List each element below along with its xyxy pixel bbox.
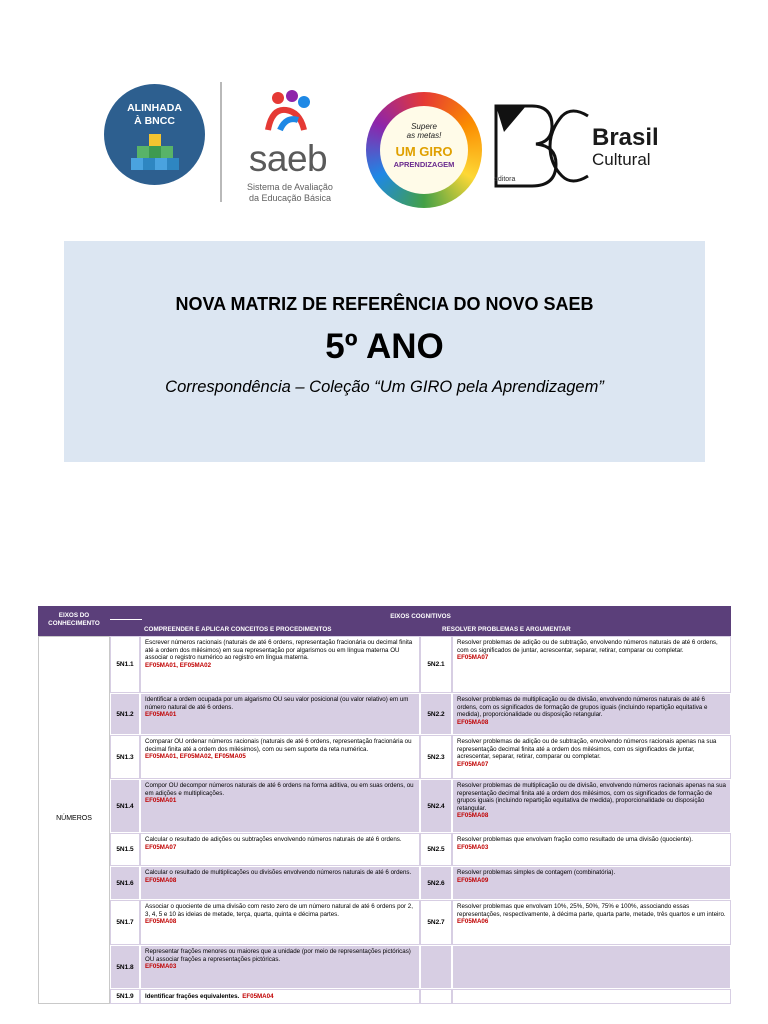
descriptor-desc: Resolver problemas de multiplicação ou de divisão, envolvendo números racionais apenas na sua representação decimal finita até a ordem dos milésimos, com os significados de formação de grupos iguais (incluindo repartição equitativa de medida), proporcionalidade ou disposição retangular. [457,782,726,812]
descriptor-text [140,636,420,693]
habilidade-code: EF05MA01 [145,711,177,719]
descriptor-desc: Escrever números racionais (naturais de até 6 ordens, representação fracionária ou decimal finita até a ordem dos milésimos) em sua representação por algarismos ou em língua materna OU associar o registro numérico ao registro em língua materna. [145,639,413,662]
descriptor-text [452,900,731,945]
habilidade-code: EF05MA08 [457,812,489,820]
table-row [110,693,731,735]
descriptor-desc: Identificar frações equivalentes. [145,992,240,1000]
descriptor-text [452,693,731,735]
grade-title: 5º ANO [325,327,444,366]
descriptor-code: 5N1.6 [110,866,140,900]
header-cognitivos: EIXOS COGNITIVOS [390,613,451,620]
habilidade-code: EF05MA08 [145,876,177,884]
descriptor-text [452,866,731,900]
descriptor-code: 5N2.6 [420,866,452,900]
descriptor-text [140,866,420,900]
descriptor-desc: Comparar OU ordenar números racionais (naturais de até 6 ordens, representação fracionária ou decimal finita até a ordem dos milésimos), com ou sem suporte da reta numérica. [145,738,412,753]
bc-editora: editora [494,176,516,183]
descriptor-text [452,945,731,989]
giro-brand: UM GIRO [395,144,453,159]
descriptor-code: 5N1.3 [110,735,140,779]
axis-cell [38,636,110,1004]
descriptor-code: 5N2.7 [420,900,452,945]
habilidade-code: EF05MA07 [457,654,489,662]
saeb-sub2: da Educação Básica [248,193,332,203]
descriptor-desc: Representar frações menores ou maiores que a unidade (por meio de representações pictóricas) OU associar frações a representações pictóricas. [145,948,411,963]
descriptor-code: 5N1.1 [110,636,140,693]
habilidade-code: EF05MA08 [145,918,177,926]
table-header [38,606,731,636]
table-row [110,735,731,779]
descriptor-code: 5N2.1 [420,636,452,693]
descriptor-text [452,989,731,1004]
cubes-icon [129,132,181,172]
habilidade-code: EF05MA08 [457,718,489,726]
bncc-logo [104,84,205,185]
descriptor-code: 5N1.8 [110,945,140,989]
habilidade-code: EF05MA09 [457,876,489,884]
habilidade-code: EF05MA07 [457,760,489,768]
descriptor-code: 5N1.9 [110,989,140,1004]
descriptor-text [140,735,420,779]
table-row [110,945,731,989]
descriptor-text [452,833,731,866]
descriptor-desc: Resolver problemas de adição ou de subtração, envolvendo números racionais apenas na sua representação decimal finita até a ordem dos milésimos, com os significados de juntar, acrescentar, separar, retirar, comparar ou completar. [457,738,717,761]
descriptor-desc: Identificar a ordem ocupada por um algarismo OU seu valor posicional (ou valor relativo) em um número natural de até 6 ordens. [145,696,409,711]
descriptor-desc: Calcular o resultado de multiplicações ou divisões envolvendo números naturais de até 6 ordens. [145,869,412,876]
table-row [110,779,731,833]
descriptor-desc: Resolver problemas que envolvam 10%, 25%, 50%, 75% e 100%, associando essas representações, respectivamente, à décima parte, quarta parte, metade, três quartos e um inteiro. [457,903,726,918]
saeb-logo [238,90,348,210]
descriptor-desc: Calcular o resultado de adições ou subtrações envolvendo números naturais de até 6 ordens. [145,836,402,843]
descriptor-text [452,779,731,833]
giro-line2: as metas! [406,131,442,140]
descriptor-text [140,989,420,1004]
table-row [110,636,731,693]
descriptor-code: 5N2.4 [420,779,452,833]
logo-divider [220,82,222,202]
descriptor-desc: Compor OU decompor números naturais de até 6 ordens na forma aditiva, ou em suas ordens, ou em adições e multiplicações. [145,782,414,797]
bc-brasil: Brasil [592,124,659,151]
axis-label: NÚMEROS [56,815,92,822]
descriptor-code: 5N1.5 [110,833,140,866]
descriptor-code [420,945,452,989]
saeb-sub1: Sistema de Avaliação [247,182,333,192]
descriptor-desc: Resolver problemas simples de contagem (combinatória). [457,869,616,876]
descriptor-desc: Resolver problemas de adição ou de subtração, envolvendo números naturais de até 6 ordens, com os significados de juntar, acrescentar, separar, retirar, comparar ou completar. [457,639,718,654]
habilidade-code: EF05MA03 [145,963,177,971]
header-eixos: EIXOS DO CONHECIMENTO [48,612,100,627]
header-rule [110,619,142,620]
habilidade-code: EF05MA04 [242,992,274,1000]
descriptor-text [140,900,420,945]
descriptor-code: 5N1.4 [110,779,140,833]
saeb-wordmark: saeb [248,138,328,179]
descriptor-desc: Resolver problemas de multiplicação ou de divisão, envolvendo números naturais de até 6 ordens, com os significados de formação de grupos iguais (incluindo repartição equitativa e medida), proporcionalidade ou disposição retangular. [457,696,708,719]
brasil-cultural-logo [492,102,662,188]
table-row [110,833,731,866]
header-resolver: RESOLVER PROBLEMAS E ARGUMENTAR [442,626,571,633]
table-row [110,866,731,900]
habilidade-code: EF05MA01, EF05MA02, EF05MA05 [145,753,246,761]
table-row [110,900,731,945]
habilidade-code: EF05MA06 [457,918,489,926]
descriptor-text [452,735,731,779]
descriptor-desc: Associar o quociente de uma divisão com resto zero de um número natural de até 6 ordens por 2, 3, 4, 5 e 10 às ideias de metade, terça, quarta, quinta e décima partes. [145,903,413,918]
descriptor-code [420,989,452,1004]
descriptor-text [140,779,420,833]
title-box [64,241,705,462]
habilidade-code: EF05MA01, EF05MA02 [145,661,212,669]
descriptor-text [452,636,731,693]
reference-matrix-table [38,606,731,1004]
giro-logo [366,92,482,208]
doc-title: NOVA MATRIZ DE REFERÊNCIA DO NOVO SAEB [175,294,594,314]
bncc-line2: À BNCC [134,115,175,127]
descriptor-text [140,693,420,735]
habilidade-code: EF05MA03 [457,843,489,851]
giro-line1: Supere [411,122,437,131]
descriptor-code: 5N2.5 [420,833,452,866]
logo-strip [88,80,668,210]
descriptor-code: 5N2.3 [420,735,452,779]
descriptor-text [140,833,420,866]
doc-subtitle: Correspondência – Coleção “Um GIRO pela Aprendizagem” [165,378,604,396]
descriptor-code: 5N1.2 [110,693,140,735]
descriptor-desc: Resolver problemas que envolvam fração como resultado de uma divisão (quociente). [457,836,693,843]
habilidade-code: EF05MA01 [145,797,177,805]
descriptor-text [140,945,420,989]
header-compreender: COMPREENDER E APLICAR CONCEITOS E PROCEDIMENTOS [144,626,332,633]
table-row [110,989,731,1004]
descriptor-code: 5N1.7 [110,900,140,945]
bc-cultural: Cultural [592,150,651,169]
saeb-people-icon [254,90,324,138]
descriptor-code: 5N2.2 [420,693,452,735]
bncc-line1: ALINHADA [127,102,182,114]
habilidade-code: EF05MA07 [145,843,177,851]
giro-tag: APRENDIZAGEM [393,160,455,169]
